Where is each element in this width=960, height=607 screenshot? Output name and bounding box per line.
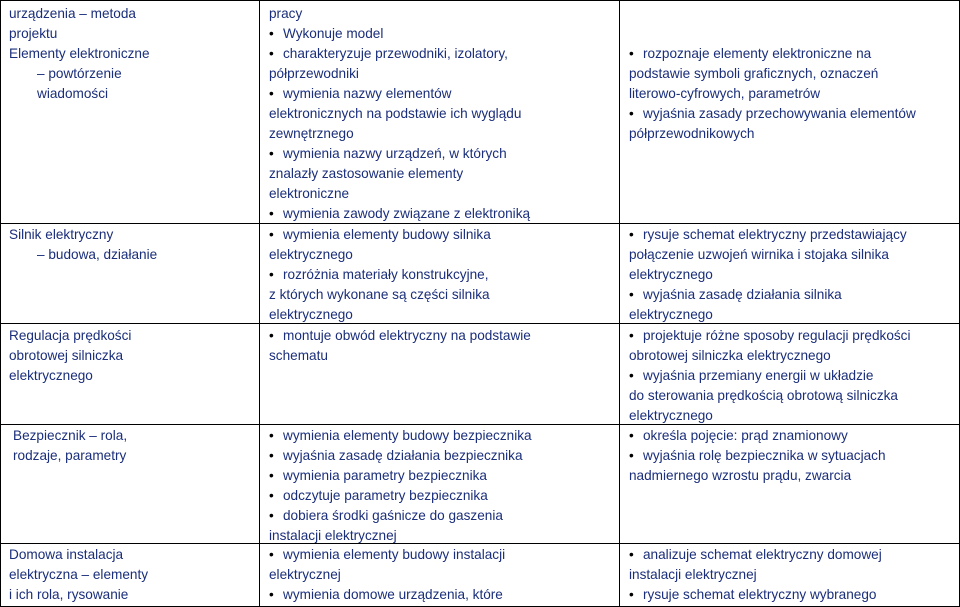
topic-line: Regulacja prędkości bbox=[9, 328, 132, 343]
requirement-text: wymienia elementy budowy silnika bbox=[283, 227, 491, 242]
requirement-continuation-line bbox=[269, 245, 614, 265]
topic-line: urządzenia – metoda bbox=[9, 6, 136, 21]
bullet-icon bbox=[269, 428, 283, 443]
requirement-text: schematu bbox=[269, 348, 328, 363]
topic-line: projektu bbox=[9, 26, 58, 41]
bullet-icon bbox=[629, 287, 643, 302]
requirement-text: rysuje schemat elektryczny wybranego bbox=[643, 587, 877, 602]
topic-cell bbox=[9, 426, 254, 466]
requirement-continuation-line bbox=[629, 84, 954, 104]
requirement-continuation-line bbox=[269, 164, 614, 184]
requirement-text: elektrycznego bbox=[629, 307, 713, 322]
bullet-icon bbox=[629, 46, 643, 61]
bullet-icon bbox=[269, 86, 283, 101]
requirement-text: pracy bbox=[269, 6, 303, 21]
requirement-bullet-line bbox=[629, 326, 954, 346]
basic-requirements-cell bbox=[269, 545, 614, 605]
extended-requirements-cell bbox=[629, 545, 954, 605]
extended-requirements-cell bbox=[629, 326, 954, 426]
extended-requirements-cell bbox=[629, 426, 954, 486]
bullet-icon bbox=[629, 328, 643, 343]
requirement-continuation-line bbox=[269, 124, 614, 144]
requirement-text: analizuje schemat elektryczny domowej bbox=[643, 547, 882, 562]
bullet-icon bbox=[269, 206, 283, 221]
requirement-text: projektuje różne sposoby regulacji prędkości bbox=[643, 328, 911, 343]
bullet-icon bbox=[269, 46, 283, 61]
requirement-continuation-line bbox=[269, 104, 614, 124]
requirement-text: określa pojęcie: prąd znamionowy bbox=[643, 428, 848, 443]
requirement-text: wymienia domowe urządzenia, które bbox=[283, 587, 503, 602]
basic-requirements-cell bbox=[269, 4, 614, 224]
topic-line: Domowa instalacja bbox=[9, 547, 124, 562]
requirement-text: wymienia nazwy elementów bbox=[283, 86, 452, 101]
requirement-bullet-line bbox=[629, 104, 954, 124]
table-border-top bbox=[0, 0, 960, 1]
topic-cell bbox=[9, 4, 254, 104]
bullet-icon bbox=[269, 26, 283, 41]
requirement-continuation-line bbox=[629, 245, 954, 265]
requirement-text: z których wykonane są części silnika bbox=[269, 287, 490, 302]
bullet-icon bbox=[629, 227, 643, 242]
requirement-bullet-line bbox=[629, 426, 954, 446]
requirement-continuation-line bbox=[629, 305, 954, 325]
requirement-text: zewnętrznego bbox=[269, 126, 354, 141]
requirement-text: Wykonuje model bbox=[283, 26, 384, 41]
topic-cell bbox=[9, 326, 254, 386]
column-divider bbox=[259, 0, 260, 607]
requirement-text: dobiera środki gaśnicze do gaszenia bbox=[283, 508, 503, 523]
topic-line: – powtórzenie bbox=[37, 66, 122, 81]
requirement-continuation-line bbox=[629, 386, 954, 406]
bullet-icon bbox=[269, 547, 283, 562]
requirement-text: elektrycznej bbox=[269, 567, 341, 582]
requirement-text: rysuje schemat elektryczny przedstawiający bbox=[643, 227, 907, 242]
requirement-bullet-line bbox=[269, 225, 614, 245]
requirement-bullet-line bbox=[269, 84, 614, 104]
requirement-text: wyjaśnia przemiany energii w układzie bbox=[643, 368, 874, 383]
bullet-icon bbox=[269, 448, 283, 463]
table-border-left bbox=[0, 0, 1, 607]
requirement-bullet-line bbox=[629, 44, 954, 64]
requirement-continuation-line bbox=[629, 466, 954, 486]
requirement-text: montuje obwód elektryczny na podstawie bbox=[283, 328, 531, 343]
bullet-icon bbox=[269, 587, 283, 602]
requirement-text: wymienia zawody związane z elektroniką bbox=[283, 206, 531, 221]
requirement-bullet-line bbox=[269, 506, 614, 526]
requirement-bullet-line bbox=[269, 204, 614, 224]
requirement-text: połączenie uzwojeń wirnika i stojaka silnika bbox=[629, 247, 889, 262]
requirement-continuation-line bbox=[269, 346, 614, 366]
requirement-text: półprzewodniki bbox=[269, 66, 359, 81]
bullet-icon bbox=[269, 508, 283, 523]
requirement-bullet-line bbox=[269, 144, 614, 164]
requirement-text: półprzewodnikowych bbox=[629, 126, 755, 141]
bullet-icon bbox=[269, 227, 283, 242]
requirement-continuation-line bbox=[629, 406, 954, 426]
requirement-bullet-line bbox=[269, 265, 614, 285]
requirement-bullet-line bbox=[269, 44, 614, 64]
topic-line: obrotowej silniczka bbox=[9, 348, 124, 363]
bullet-icon bbox=[269, 267, 283, 282]
requirement-bullet-line bbox=[629, 446, 954, 466]
requirement-text: elektrycznego bbox=[269, 307, 353, 322]
requirement-bullet-line bbox=[269, 585, 614, 605]
bullet-icon bbox=[269, 468, 283, 483]
requirement-bullet-line bbox=[629, 285, 954, 305]
requirement-text: wymienia nazwy urządzeń, w których bbox=[283, 146, 507, 161]
bullet-icon bbox=[629, 547, 643, 562]
requirement-bullet-line bbox=[269, 486, 614, 506]
requirement-text: instalacji elektrycznej bbox=[269, 528, 397, 543]
topic-line: Bezpiecznik – rola, bbox=[13, 428, 128, 443]
requirement-bullet-line bbox=[269, 24, 614, 44]
bullet-icon bbox=[269, 328, 283, 343]
requirement-continuation-line bbox=[629, 565, 954, 585]
bullet-icon bbox=[629, 428, 643, 443]
requirement-continuation-line bbox=[269, 565, 614, 585]
requirement-text: wyjaśnia zasadę działania silnika bbox=[643, 287, 842, 302]
requirement-bullet-line bbox=[269, 326, 614, 346]
requirement-text: wyjaśnia rolę bezpiecznika w sytuacjach bbox=[643, 448, 886, 463]
bullet-icon bbox=[629, 448, 643, 463]
requirement-text: elektrycznego bbox=[269, 247, 353, 262]
basic-requirements-cell bbox=[269, 326, 614, 366]
requirement-text: wyjaśnia zasadę działania bezpiecznika bbox=[283, 448, 523, 463]
requirement-text: wymienia parametry bezpiecznika bbox=[283, 468, 487, 483]
bullet-icon bbox=[629, 106, 643, 121]
topic-line: wiadomości bbox=[37, 86, 109, 101]
requirement-text: znalazły zastosowanie elementy bbox=[269, 166, 464, 181]
bullet-icon bbox=[269, 146, 283, 161]
topic-cell bbox=[9, 545, 254, 605]
topic-line: elektrycznego bbox=[9, 368, 93, 383]
requirement-continuation-line bbox=[269, 526, 614, 546]
requirement-continuation-line bbox=[269, 285, 614, 305]
extended-requirements-cell bbox=[629, 44, 954, 144]
topic-line: elektryczna – elementy bbox=[9, 567, 149, 582]
requirement-continuation-line bbox=[629, 346, 954, 366]
topic-line: Elementy elektroniczne bbox=[9, 46, 150, 61]
requirement-text: do sterowania prędkością obrotową silniczka bbox=[629, 388, 898, 403]
bullet-icon bbox=[629, 587, 643, 602]
requirement-text: nadmiernego wzrostu prądu, zwarcia bbox=[629, 468, 852, 483]
bullet-icon bbox=[629, 368, 643, 383]
basic-requirements-cell bbox=[269, 426, 614, 546]
requirement-bullet-line bbox=[269, 426, 614, 446]
requirement-text: rozpoznaje elementy elektroniczne na bbox=[643, 46, 872, 61]
topic-line: Silnik elektryczny bbox=[9, 227, 114, 242]
requirement-text: elektronicznych na podstawie ich wyglądu bbox=[269, 106, 522, 121]
requirement-text: elektrycznego bbox=[629, 267, 713, 282]
requirement-bullet-line bbox=[269, 446, 614, 466]
requirement-continuation-line bbox=[269, 184, 614, 204]
requirement-text: wyjaśnia zasady przechowywania elementów bbox=[643, 106, 916, 121]
requirement-text: wymienia elementy budowy bezpiecznika bbox=[283, 428, 532, 443]
topic-line: i ich rola, rysowanie bbox=[9, 587, 129, 602]
requirement-text: literowo-cyfrowych, parametrów bbox=[629, 86, 821, 101]
topic-cell bbox=[9, 225, 254, 265]
requirement-text: wymienia elementy budowy instalacji bbox=[283, 547, 506, 562]
bullet-icon bbox=[269, 488, 283, 503]
requirement-continuation-line bbox=[629, 265, 954, 285]
requirement-continuation-line bbox=[629, 124, 954, 144]
requirement-bullet-line bbox=[629, 585, 954, 605]
requirement-continuation-line bbox=[629, 64, 954, 84]
requirement-continuation-line bbox=[269, 305, 614, 325]
requirement-text: rozróżnia materiały konstrukcyjne, bbox=[283, 267, 489, 282]
requirement-text: elektroniczne bbox=[269, 186, 350, 201]
requirement-text: odczytuje parametry bezpiecznika bbox=[283, 488, 488, 503]
requirement-bullet-line bbox=[629, 545, 954, 565]
requirement-continuation-line bbox=[269, 4, 614, 24]
column-divider bbox=[619, 0, 620, 607]
requirement-bullet-line bbox=[629, 366, 954, 386]
requirement-bullet-line bbox=[269, 545, 614, 565]
extended-requirements-cell bbox=[629, 225, 954, 325]
requirement-text: charakteryzuje przewodniki, izolatory, bbox=[283, 46, 508, 61]
requirement-text: podstawie symboli graficznych, oznaczeń bbox=[629, 66, 879, 81]
requirement-text: elektrycznego bbox=[629, 408, 713, 423]
topic-line: rodzaje, parametry bbox=[13, 448, 127, 463]
requirement-bullet-line bbox=[629, 225, 954, 245]
requirement-text: obrotowej silniczka elektrycznego bbox=[629, 348, 831, 363]
basic-requirements-cell bbox=[269, 225, 614, 325]
requirement-bullet-line bbox=[269, 466, 614, 486]
requirement-text: instalacji elektrycznej bbox=[629, 567, 757, 582]
requirement-continuation-line bbox=[269, 64, 614, 84]
topic-line: – budowa, działanie bbox=[37, 247, 158, 262]
